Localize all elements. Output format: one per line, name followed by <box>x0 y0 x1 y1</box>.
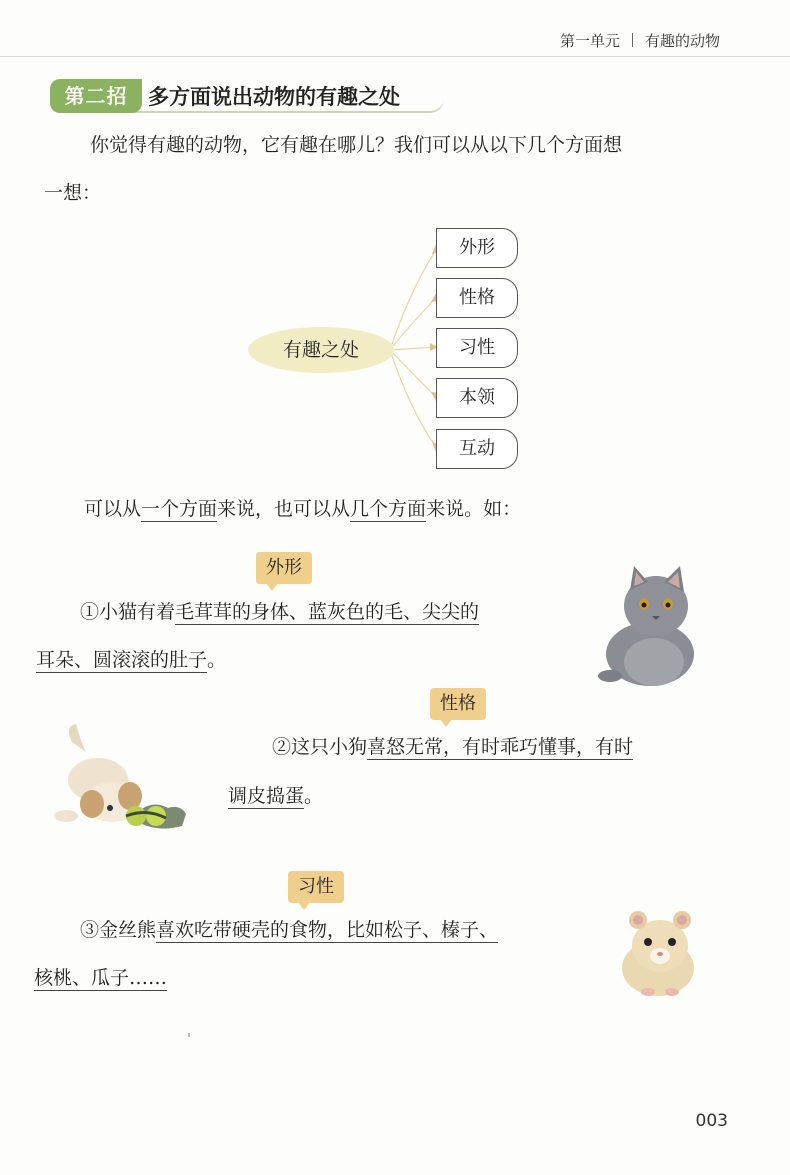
header-unit: 第一单元 <box>559 32 620 50</box>
intro-line-1: 你觉得有趣的动物，它有趣在哪儿？我们可以从以下几个方面想 <box>90 134 623 156</box>
aspect-box-appearance: 外形 <box>436 228 518 268</box>
example-2-line-1 <box>272 725 633 769</box>
header-separator <box>632 33 633 47</box>
tag-habits: 习性 <box>288 871 344 903</box>
hamster-photo <box>616 904 700 998</box>
note-text-1: 可以从 <box>84 498 142 520</box>
connector-2 <box>390 298 436 350</box>
example-2-subject: 这只小狗 <box>291 736 368 758</box>
aspect-box-skills: 本领 <box>436 378 518 418</box>
aspect-box-interaction: 互动 <box>436 429 518 469</box>
example-1-number: ① <box>80 601 100 623</box>
example-3-underline-1: 喜欢吃带硬壳的食物，比如松子、榛子、 <box>156 919 499 941</box>
intro-line-2: 一想： <box>44 182 102 204</box>
section-title: 多方面说出动物的有趣之处 <box>148 85 400 109</box>
aspect-box-habits: 习性 <box>436 328 518 368</box>
tag-appearance: 外形 <box>256 552 312 584</box>
note-underline-2: 几个方面 <box>350 498 427 520</box>
stray-mark <box>188 1033 190 1037</box>
dog-photo <box>50 722 190 832</box>
header-title: 有趣的动物 <box>644 32 720 50</box>
example-3-line-2 <box>34 956 167 1000</box>
header-rule <box>0 56 790 57</box>
note-text-2: 来说，也可以从 <box>217 498 351 520</box>
example-3-number: ③ <box>80 919 100 941</box>
example-1-underline-1: 毛茸茸的身体、蓝灰色的毛、尖尖的 <box>175 601 480 623</box>
example-2-line-2 <box>228 774 323 818</box>
running-header <box>560 30 720 51</box>
note-text-3: 来说。如： <box>426 498 522 520</box>
section-heading <box>50 79 444 113</box>
example-2-underline-2: 调皮捣蛋 <box>228 785 305 807</box>
example-1-end: 。 <box>207 649 227 671</box>
example-1-subject: 小猫有着 <box>99 601 176 623</box>
example-2-underline-1: 喜怒无常，有时乖巧懂事，有时 <box>367 736 634 758</box>
cat-photo <box>596 562 700 688</box>
connector-5 <box>390 350 436 447</box>
connector-4 <box>390 350 436 397</box>
connector-3 <box>390 347 436 350</box>
note-underline-1: 一个方面 <box>141 498 218 520</box>
example-1-line-2 <box>36 638 226 682</box>
aspect-box-personality: 性格 <box>436 278 518 318</box>
example-3-line-1 <box>80 908 498 952</box>
page-number: 003 <box>695 1111 728 1131</box>
example-3-subject: 金丝熊 <box>99 919 157 941</box>
example-2-number: ② <box>272 736 292 758</box>
connector-1 <box>390 250 436 350</box>
note-line <box>84 487 521 531</box>
diagram-center-oval: 有趣之处 <box>248 327 394 373</box>
section-tag: 第二招 <box>50 79 142 113</box>
example-1-underline-2: 耳朵、圆滚滚的肚子 <box>36 649 208 671</box>
example-3-underline-2: 核桃、瓜子…… <box>34 967 168 989</box>
example-2-end: 。 <box>304 785 324 807</box>
example-1-line-1 <box>80 590 479 634</box>
tag-personality: 性格 <box>430 688 486 720</box>
